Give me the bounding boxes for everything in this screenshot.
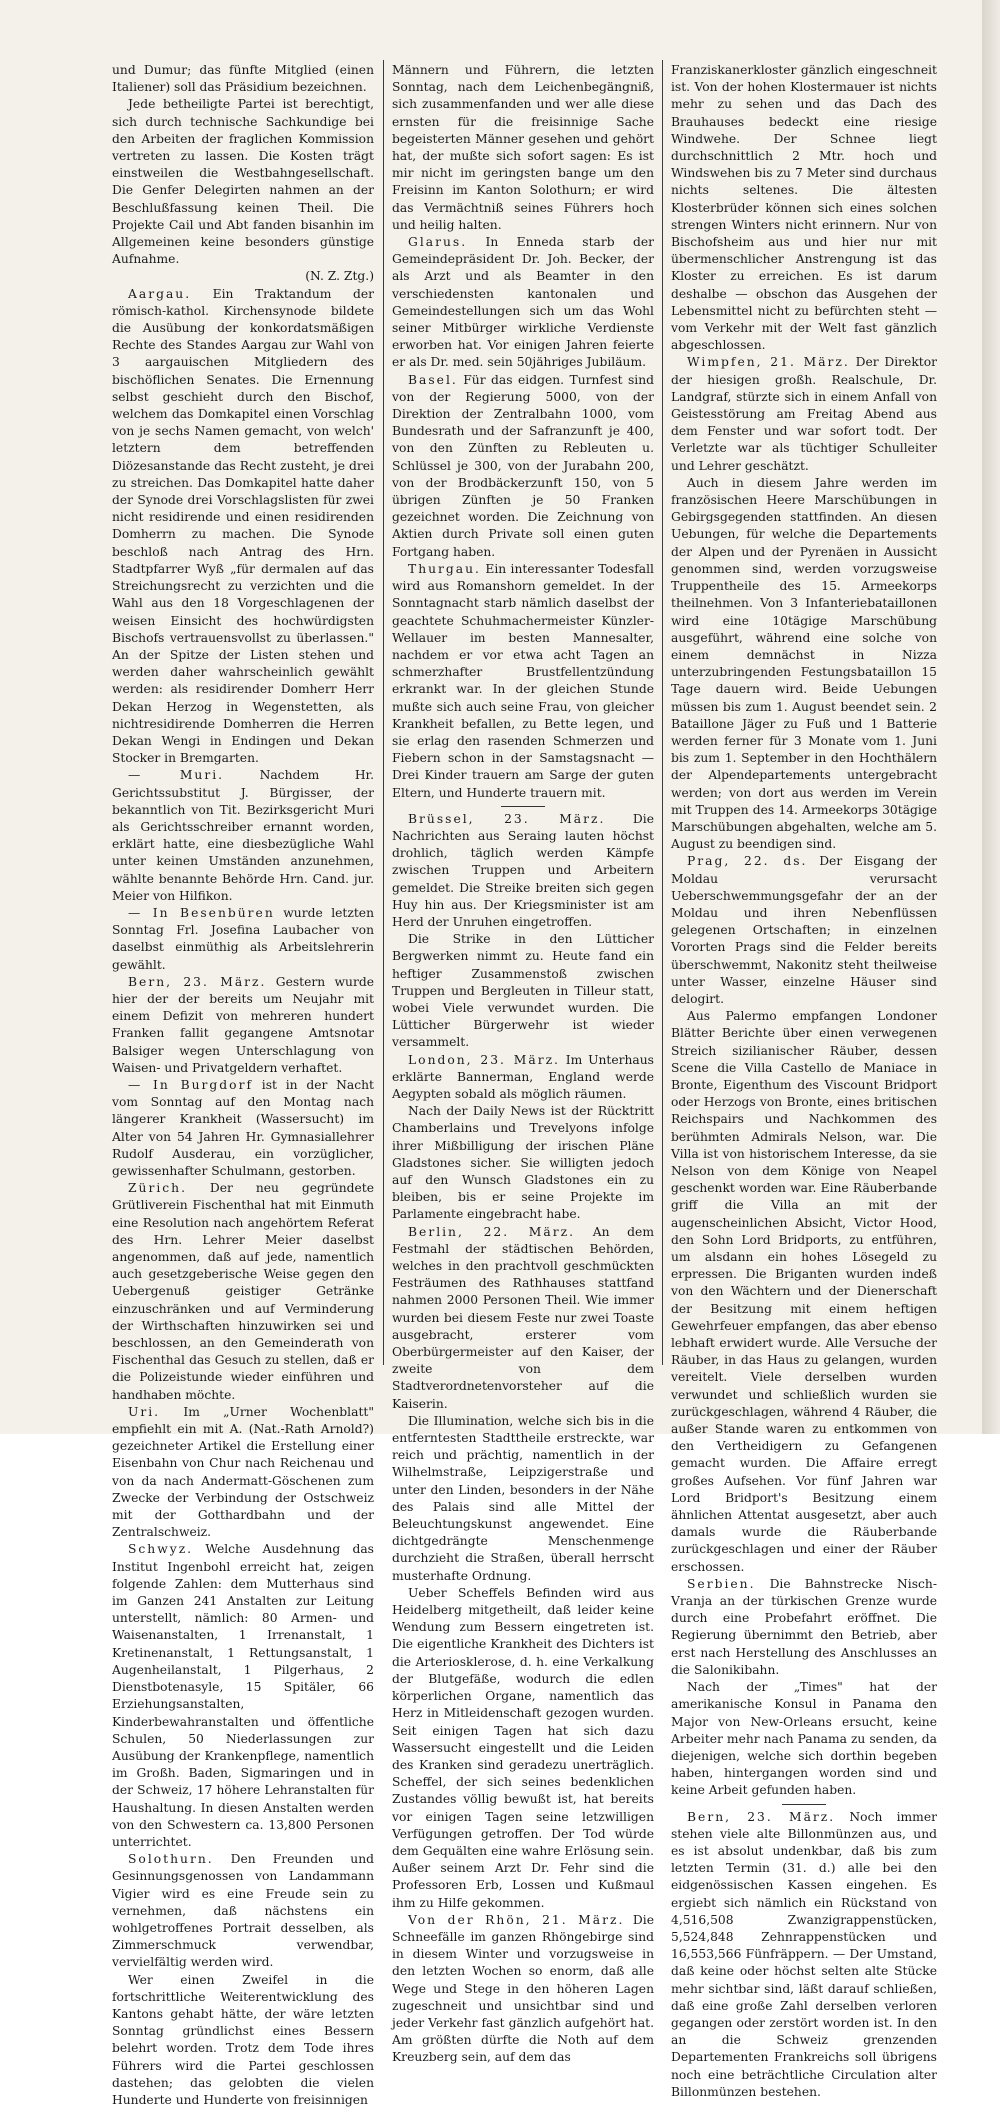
- article-paragraph: [112, 1077, 374, 1180]
- dateline: London, 23. März.: [408, 1052, 560, 1067]
- paragraph-text: Der Eisgang der Moldau verursacht Ueberschwemmungsgefahr der an der Moldau und ihren Nebenflüssen gelegenen Ortschaften; in einzelnen Vororten Prags sind die Felder bereits überschwemmt, Nakonitz steht theilweise unter Wasser, einzelne Häuser sind delogirt.: [671, 854, 937, 1006]
- paragraph-text: ist in der Nacht vom Sonntag auf den Montag nach längerer Krankheit (Wassersucht) im Alter von 54 Jahren Hr. Gymnasiallehrer Rudolf Ausderau, ein vorzüglicher, gewissenhafter Schulmann, gestorben.: [112, 1077, 374, 1178]
- article-paragraph: [112, 1404, 374, 1542]
- article-paragraph: [392, 1912, 654, 2067]
- paragraph-text: Auch in diesem Jahre werden im französischen Heere Marschübungen in Gebirgsgegenden stattfinden. An diesen Uebungen, für welche die Departements der Alpen und der Pyrenäen in Aussicht genommen sind, werden vorzugsweise Truppentheile des 15. Armeekorps theilnehmen. Von 3 Infanteriebataillonen wird eine 10tägige Marschübung ausgeführt, während eine solche von einem demnächst in Nizza unterzubringenden Festungsbataillon 15 Tage dauern wird. Beide Uebungen müssen bis zum 1. August beendet sein. 2 Bataillone Jäger zu Fuß und 1 Batterie werden ferner für 3 Monate vom 1. Juni bis zum 1. September in den Hochthälern der Alpendepartements untergebracht werden; von dort aus werden im Verein mit Truppen des 14. Armeekorps 30tägige Marschübungen abgehalten, welche am 5. August zu beendigen sind.: [671, 475, 937, 852]
- article-paragraph: [392, 1052, 654, 1104]
- paragraph-text: Ein Traktandum der römisch-kathol. Kirchensynode bildete die Ausübung der konkordatsmäßigen Rechte des Standes Aargau zur Wahl von 3 aargauischen Mitgliedern des bischöflichen Senates. Die Ernennung selbst geschieht durch den Bischof, welchem das Domkapitel einen Vorschlag von je sechs Namen gemacht, von welch' letztern dem betreffenden Diözesanstande das Recht zusteht, je drei zu streichen. Das Domkapitel hatte daher der Synode drei Vorschlagslisten für zwei nicht residirende und einen residirenden Domherrn zu machen. Die Synode beschloß nach Antrag des Hrn. Stadtpfarrer Wyß „für dermalen auf das Streichungsrecht zu verzichten und die Wahl aus den 18 Vorgeschlagenen der weisen Einsicht des hochwürdigsten Bischofs vertrauensvollst zu überlassen." An der Spitze der Listen stehen und werden daher wahrscheinlich gewählt werden: als residirender Domherr Herr Dekan Herzog in Wegenstetten, als nichtresidirende Domherren die Herren Dekan Wengi in Endingen und Dekan Stocker in Bremgarten.: [112, 286, 374, 766]
- article-paragraph: [392, 62, 654, 234]
- article-paragraph: [392, 1224, 654, 1413]
- paragraph-text: Nach der „Times" hat der amerikanische Konsul in Panama den Major von New-Orleans ersucht, keine Arbeiter mehr nach Panama zu senden, da diejenigen, welche sich dorthin begeben haben, hintergangen worden sind und keine Arbeit gefunden haben.: [671, 1680, 937, 1798]
- paragraph-text: Welche Ausdehnung das Institut Ingenbohl erreicht hat, zeigen folgende Zahlen: dem Mutterhaus sind im Ganzen 241 Anstalten zur Leitung unterstellt, nämlich: 80 Armen- und Waisenanstalten, 1 Irrenanstalt, 1 Kretinenanstalt, 1 Rettungsanstalt, 1 Augenheilanstalt, 1 Pilgerhaus, 2 Dienstbotenasyle, 15 Spitäler, 66 Erziehungsanstalten, Kinderbewahranstalten und öffentliche Schulen, 50 Niederlassungen zur Ausübung der Krankenpflege, namentlich im Großh. Baden, Sigmaringen und in der Schweiz, 17 höhere Lehranstalten für Haushaltung. In diesen Anstalten werden von den Schwestern ca. 13,800 Personen unterrichtet.: [112, 1542, 374, 1849]
- paragraph-text: In Enneda starb der Gemeindepräsident Dr. Joh. Becker, der als Arzt und als Beamter in den verschiedensten kantonalen und Gemeindestellungen sich um das Wohl seiner Mitbürger wirkliche Verdienste erworben hat. Vor einigen Jahren feierte er als Dr. med. sein 50jähriges Jubiläum.: [392, 235, 654, 370]
- dateline: Zürich.: [128, 1181, 187, 1196]
- paragraph-text: Jede betheiligte Partei ist berechtigt, sich durch technische Sachkundige bei den Arbeiten der fraglichen Kommission vertreten zu lassen. Die Kosten trägt einstweilen die Westbahngesellschaft. Die Genfer Delegirten nahmen an der Beschlußfassung keinen Theil. Die Projekte Cail und Abt fanden bisanhin im Allgemeinen keine besonders günstige Aufnahme.: [112, 97, 374, 267]
- dateline: Glarus.: [408, 235, 468, 250]
- dateline: Serbien.: [687, 1576, 756, 1591]
- column-1: [112, 62, 374, 2107]
- dateline: Berlin, 22. März.: [408, 1224, 575, 1239]
- paragraph-text: Aus Palermo empfangen Londoner Blätter Berichte über einen verwegenen Streich sizilianischer Räuber, dessen Scene die Villa Castello de Maniace in Bronte, Eigenthum des Viscount Bridport oder Herzogs von Bronte, eines britischen Reichspairs und Nachkommen des berühmten Admirals Nelson, war. Die Villa ist von historischem Interesse, da sie Nelson von dem Könige von Neapel geschenkt worden war. Eine Räuberbande griff die Villa an mit der augenscheinlichen Absicht, Victor Hood, den Sohn Lord Bridports, zu entführen, um alsdann ein hohes Lösegeld zu erpressen. Die Briganten wurden indeß von den Wächtern und der Dienerschaft der Besitzung mit einem heftigen Gewehrfeuer empfangen, das aber ebenso lebhaft erwidert wurde. Alle Versuche der Räuber, in das Haus zu gelangen, wurden vereitelt. Viele derselben wurden verwundet und schließlich wurden sie zurückgeschlagen, während 4 Räuber, die außer Stande waren zu entkommen von den Vertheidigern zu Gefangenen gemacht wurden. Die Affaire erregt großes Aufsehen. Vor fünf Jahren war Lord Bridport's Besitzung einem ähnlichen Attentat ausgesetzt, aber auch damals wurde die Räuberbande zurückgeschlagen und einer der Räuber erschossen.: [671, 1009, 937, 1574]
- article-paragraph: [392, 234, 654, 372]
- article-paragraph: [671, 62, 937, 354]
- article-paragraph: [671, 1809, 937, 2101]
- article-paragraph: [392, 1585, 654, 1912]
- paragraph-text: Der neu gegründete Grütliverein Fischenthal hat mit Einmuth eine Resolution nach angehörtem Referat des Hrn. Lehrer Meier daselbst angenommen, daß auf jede, namentlich auch gesetzgeberische Weise gegen den Uebergenuß geistiger Getränke einzuschränken und auf Verminderung der Wirthschaften hinzuwirken sei und beschlossen, an den Gemeinderath von Fischenthal das Gesuch zu stellen, daß er die Polizeistunde wieder einführen und handhaben möchte.: [112, 1181, 374, 1402]
- article-paragraph: [392, 372, 654, 561]
- paragraph-text: Ein interessanter Todesfall wird aus Romanshorn gemeldet. In der Sonntagnacht starb nämlich daselbst der geachtete Schuhmachermeister Künzler-Wellauer im besten Mannesalter, nachdem er vor etwa acht Tagen an schmerzhafter Brustfellentzündung erkrankt war. In der gleichen Stunde mußte sich auch seine Frau, von gleicher Krankheit befallen, zu Bette legen, und sie erlag den rasenden Schmerzen und Fiebern schon in der Samstagsnacht — Drei Kinder trauern am Sarge der guten Eltern, und Hunderte trauern mit.: [392, 561, 654, 800]
- article-paragraph: [671, 1576, 937, 1679]
- dateline: Bern, 23. März.: [128, 974, 267, 989]
- column-2: [392, 62, 654, 2065]
- paragraph-text: wurde letzten Sonntag Frl. Josefina Laubacher von daselbst einmüthig als Arbeitslehrerin gewählt.: [112, 905, 374, 972]
- paragraph-text: Männern und Führern, die letzten Sonntag, nach dem Leichenbegängniß, sich zusammenfanden und wer alle diese ernsten für die freisinnige Sache begeisterten Männer gesehen und gehört hat, der mußte sich sofort sagen: Es ist mir nicht im geringsten bange um den Freisinn im Kanton Solothurn; er wird das Vermächtniß seines Führers hoch und heilig halten.: [392, 63, 654, 232]
- article-paragraph: [671, 1008, 937, 1576]
- dateline: — Muri.: [128, 768, 225, 783]
- article-paragraph: [671, 853, 937, 1008]
- paragraph-text: Gestern wurde hier der der bereits um Neujahr mit einem Defizit von mehreren hundert Franken fallit gegangene Amtsnotar Balsiger wegen Unterschlagung von Waisen- und Privatgeldern verhaftet.: [112, 974, 374, 1075]
- article-paragraph: [112, 1972, 374, 2109]
- paragraph-text: Ueber Scheffels Befinden wird aus Heidelberg mitgetheilt, daß leider keine Wendung zum Bessern eingetreten ist. Die eigentliche Krankheit des Dichters ist die Arteriosklerose, d. h. eine Verkalkung der Blutgefäße, wodurch die edlen körperlichen Organe, namentlich das Herz in Mitleidenschaft gezogen wurden. Seit einigen Tagen hat sich dazu Wassersucht eingestellt und die Leiden des Kranken sind geradezu unerträglich. Scheffel, der sich seines bedenklichen Zustandes völlig bewußt ist, hat bereits vor einigen Tagen seine letzwilligen Verfügungen getroffen. Der Tod würde dem Gequälten eine wahre Erlösung sein. Außer seinem Arzt Dr. Fehr sind die Professoren Erb, Lossen und Kußmaul ihm zu Hilfe gekommen.: [392, 1585, 654, 1910]
- paragraph-text: Franziskanerkloster gänzlich eingeschneit ist. Von der hohen Klostermauer ist nichts mehr zu sehen und das Dach des Brauhauses bedeckt eine riesige Windwehe. Der Schnee liegt durchschnittlich 2 Mtr. hoch und Windswehen bis zu 7 Meter sind durchaus nichts seltenes. Die ältesten Klosterbrüder können sich eines solchen strengen Winters nicht erinnern. Nur von Bischofsheim aus und hier nur mit übermenschlicher Anstrengung ist das Kloster zu erreichen. Es ist darum deshalbe — obschon das Ausgehen der Lebensmittel nicht zu befürchten steht — vom Verkehr mit der Welt fast gänzlich abgeschlossen.: [671, 63, 937, 353]
- article-paragraph: [392, 1413, 654, 1585]
- article-paragraph: [392, 811, 654, 931]
- article-paragraph: [112, 905, 374, 974]
- paragraph-text: Wer einen Zweifel in die fortschrittliche Weiterentwicklung des Kantons gehabt hätte, der wäre letzten Sonntag gründlichst eines Bessern belehrt worden. Trotz dem Tode ihres Führers wird die Partei geschlossen dastehen; das gelobten die vielen Hunderte und Hunderte von freisinnigen: [112, 1972, 374, 2107]
- paragraph-text: Für das eidgen. Turnfest sind von der Regierung 5000, von der Direktion der Zentralbahn 1000, vom Bundesrath und der Safranzunft je 400, von den Zünften zu Rebleuten u. Schlüssel je 300, von der Jurabahn 200, von der Brodbäckerzunft 150, von 5 übrigen Zünften je 50 Franken gezeichnet worden. Die Zeichnung von Aktien durch Private soll einen guten Fortgang haben.: [392, 372, 654, 559]
- section-divider: [501, 806, 545, 807]
- paragraph-text: Die Schneefälle im ganzen Rhöngebirge sind in diesem Winter und vorzugsweise in den letzten Wochen so enorm, daß alle Wege und Stege in den höheren Lagen zugeschneit und unsichtbar sind und jeder Verkehr fast gänzlich aufgehört hat. Am größten dürfte die Noth auf dem Kreuzberg sein, auf dem das: [392, 1912, 654, 2065]
- article-paragraph: [112, 767, 374, 905]
- dateline: Schwyz.: [128, 1542, 194, 1557]
- dateline: Wimpfen, 21. März.: [687, 355, 850, 370]
- dateline: Solothurn.: [128, 1852, 214, 1867]
- paragraph-text: und Dumur; das fünfte Mitglied (einen Italiener) soll das Präsidium bezeichnen.: [112, 63, 374, 95]
- dateline: Bern, 23. März.: [687, 1809, 836, 1824]
- dateline: Basel.: [408, 372, 458, 387]
- paragraph-text: Im „Urner Wochenblatt" empfiehlt ein mit A. (Nat.-Rath Arnold?) gezeichneter Artikel die Erstellung einer Eisenbahn von Chur nach Reichenau und von da nach Andermatt-Göschenen zum Zwecke der Verbindung der Ostschweiz mit der Gotthardbahn und der Zentralschweiz.: [112, 1404, 374, 1540]
- paragraph-text: Im Unterhaus erklärte Bannerman, England werde Aegypten sobald als möglich räumen.: [392, 1052, 654, 1101]
- article-paragraph: [392, 561, 654, 802]
- dateline: — In Burgdorf: [128, 1077, 254, 1092]
- paragraph-text: Die Illumination, welche sich bis in die entferntesten Stadttheile erstreckte, war reich und prächtig, namentlich in der Wilhelmstraße, Leipzigerstraße und unter den Linden, besonders in der Nähe des Palais sind alle Mittel der Beleuchtungskunst angewendet. Eine dichtgedrängte Menschenmenge durchzieht die Straßen, überall herrscht musterhafte Ordnung.: [392, 1413, 654, 1583]
- paragraph-text: An dem Festmahl der städtischen Behörden, welches in den prachtvoll geschmückten Festräumen des Rathhauses stattfand nahmen 2000 Personen Theil. Wie immer wurden bei diesem Feste nur zwei Toaste ausgebracht, ersterer vom Oberbürgermeister auf den Kaiser, der zweite von dem Stadtverordnetenvorsteher auf die Kaiserin.: [392, 1224, 654, 1411]
- article-paragraph: [112, 1541, 374, 1851]
- article-paragraph: [112, 1180, 374, 1404]
- column-rule: [662, 60, 663, 1365]
- page-edge: [982, 0, 1000, 1434]
- column-rule: [383, 60, 384, 1365]
- dateline: Brüssel, 23. März.: [408, 811, 606, 826]
- paragraph-text: (N. Z. Ztg.): [305, 269, 374, 284]
- article-paragraph: [671, 475, 937, 853]
- article-paragraph: [392, 931, 654, 1051]
- paragraph-text: Nach der Daily News ist der Rücktritt Chamberlains und Trevelyons infolge ihrer Mißbilligung der irischen Pläne Gladstones sicher. Sie willigten jedoch auf den Wunsch Gladstones ein zu bleiben, bis er seine Projekte im Parlamente eingebracht habe.: [392, 1104, 654, 1222]
- dateline: Aargau.: [128, 286, 192, 301]
- article-paragraph: [112, 286, 374, 768]
- dateline: — In Besenbüren: [128, 905, 275, 920]
- article-paragraph: [671, 354, 937, 474]
- article-paragraph: [112, 974, 374, 1077]
- paragraph-text: Noch immer stehen viele alte Billonmünzen aus, und es ist absolut undenkbar, daß bis zum letzten Termin (31. d.) alle bei den eidgenössischen Kassen eingehen. Es ergiebt sich nämlich ein Rückstand von 4,516,508 Zwanzigrappenstücken, 5,524,848 Zehnrappenstücken und 16,553,566 Fünfräppern. — Der Umstand, daß keine oder höchst selten alte Stücke mehr sichtbar sind, läßt darauf schließen, daß eine große Zahl derselben verloren gegangen oder zerstört worden ist. In den an die Schweiz grenzenden Departementen Frankreichs soll übrigens noch eine beträchtliche Circulation alter Billonmünzen bestehen.: [671, 1809, 937, 2099]
- paragraph-text: Die Strike in den Lütticher Bergwerken nimmt zu. Heute fand ein heftiger Zusammenstoß zwischen Truppen und Bergleuten in Tilleur statt, wobei Viele verwundet wurden. Die Lütticher Bürgerwehr ist wieder versammelt.: [392, 932, 654, 1050]
- dateline: Uri.: [128, 1404, 161, 1419]
- article-paragraph: [112, 96, 374, 268]
- dateline: Prag, 22. ds.: [687, 854, 808, 869]
- article-paragraph: [112, 1851, 374, 1971]
- article-paragraph: [671, 1679, 937, 1799]
- paragraph-text: Der Direktor der hiesigen großh. Realschule, Dr. Landgraf, stürzte sich in einem Anfall von Geistesstörung am Freitag Abend aus dem Fenster und war sofort todt. Der Verletzte war als tüchtiger Schulleiter und Lehrer geschätzt.: [671, 355, 937, 473]
- paragraph-text: Die Nachrichten aus Seraing lauten höchst drohlich, täglich werden Kämpfe zwischen Truppen und Arbeitern gemeldet. Die Streike breiten sich gegen Huy hin aus. Der Kriegsminister ist am Herd der Unruhen eingetroffen.: [392, 811, 654, 929]
- source-credit: [112, 268, 374, 285]
- section-divider: [782, 1804, 826, 1805]
- article-paragraph: [112, 62, 374, 96]
- dateline: Von der Rhön, 21. März.: [408, 1912, 625, 1927]
- article-paragraph: [392, 1103, 654, 1223]
- column-3: [671, 62, 937, 2099]
- paragraph-text: Nachdem Hr. Gerichtssubstitut J. Bürgisser, der bekanntlich von Tit. Bezirksgericht Muri als Gerichtsschreiber ernannt worden, erklärt hatte, eine diesbezügliche Wahl unter keinen Umständen anzunehmen, wählte benannte Behörde Hrn. Cand. jur. Meier von Hilfikon.: [112, 768, 374, 903]
- paragraph-text: Die Bahnstrecke Nisch-Vranja an der türkischen Grenze wurde durch eine Probefahrt eröffnet. Die Regierung übernimmt den Betrieb, aber erst nach Herstellung des Anschlusses an die Salonikibahn.: [671, 1576, 937, 1677]
- dateline: Thurgau.: [408, 561, 481, 576]
- paragraph-text: Den Freunden und Gesinnungsgenossen von Landammann Vigier wird es eine Freude sein zu vernehmen, daß nächstens ein wohlgetroffenes Portrait desselben, als Zimmerschmuck verwendbar, vervielfältig werden wird.: [112, 1852, 374, 1970]
